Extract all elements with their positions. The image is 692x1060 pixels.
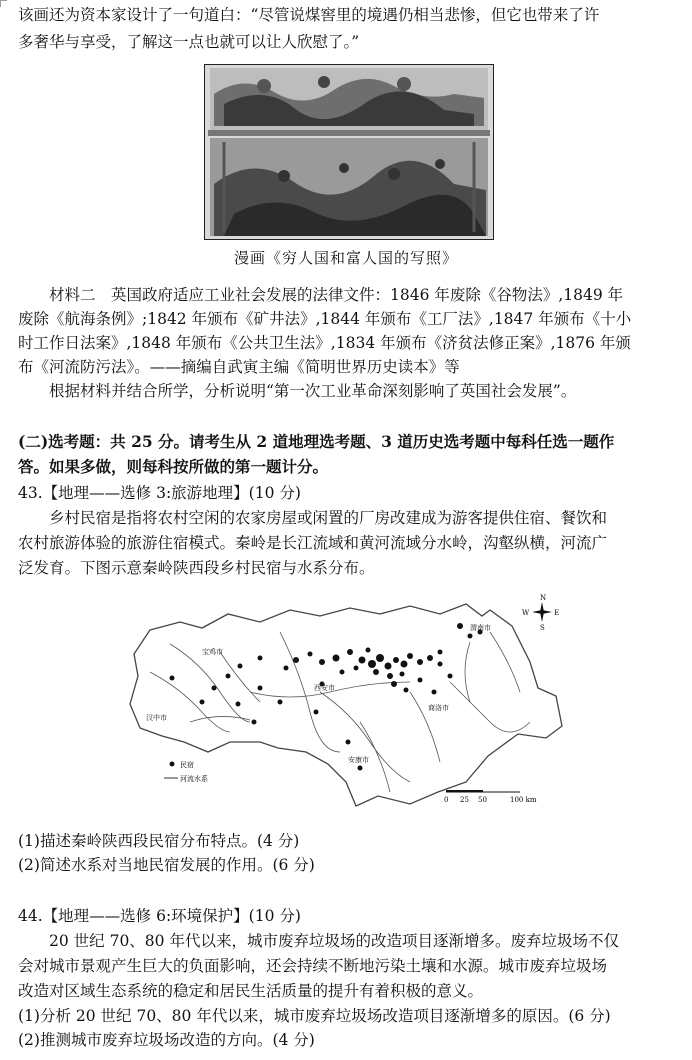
cartoon-caption: 漫画《穷人国和富人国的写照》 (233, 249, 458, 267)
city-weinan: 渭南市 (470, 624, 491, 632)
city-shangluo: 商洛市 (428, 704, 449, 712)
section-heading-line-2: 答。如果多做，则每科按所做的第一题计分。 (18, 457, 329, 476)
qinling-homestay-map (110, 592, 580, 818)
q44-para-line-2: 会对城市景观产生巨大的负面影响，还会持续不断地污染土壤和水源。城市废弃垃圾场 (18, 957, 608, 975)
q43-sub-1: (1)描述秦岭陕西段民宿分布特点。(4 分) (18, 832, 300, 850)
svg-text:100 km: 100 km (510, 796, 537, 804)
q44-para-line-1: 20 世纪 70、80 年代以来，城市废弃垃圾场的改造项目逐渐增多。废弃垃圾场不仅 (49, 932, 619, 950)
intro-line-2: 多奢华与享受，了解这一点也就可以让人欣慰了。” (18, 33, 360, 51)
q43-header: 43.【地理——选修 3:旅游地理】(10 分) (18, 484, 301, 502)
svg-text:50: 50 (478, 796, 487, 804)
page-corner-mark (0, 0, 7, 7)
material2-line-4: 布《河流防污法》。——摘编自武寅主编《简明世界历史读本》等 (18, 358, 460, 376)
q43-para-line-2: 农村旅游体验的旅游住宿模式。秦岭是长江流域和黄河流域分水岭，沟壑纵横，河流广 (18, 534, 608, 552)
city-hanzhong: 汉中市 (146, 714, 167, 722)
q43-para-line-1: 乡村民宿是指将农村空闲的农家房屋或闲置的厂房改建成为游客提供住宿、餐饮和 (49, 509, 608, 527)
intro-line-1: 该画还为资本家设计了一句道白：“尽管说煤窖里的境遇仍相当悲惨，但它也带来了许 (18, 6, 600, 24)
scale-bar (444, 790, 537, 804)
map-legend (164, 760, 208, 783)
compass-north: N (540, 594, 547, 602)
compass-east: E (554, 609, 560, 617)
material2-task: 根据材料并结合所学，分析说明“第一次工业革命深刻影响了英国社会发展”。 (49, 382, 577, 400)
compass-south: S (540, 624, 545, 632)
city-ankang: 安康市 (348, 756, 369, 764)
city-baoji: 宝鸡市 (202, 648, 223, 656)
material2-line-3: 时工作日法案》,1848 年颁布《公共卫生法》,1834 年颁布《济贫法修正案》,1876 年颁 (18, 334, 631, 352)
q44-sub-1: (1)分析 20 世纪 70、80 年代以来，城市废弃垃圾场改造项目逐渐增多的原因。(6 分) (18, 1007, 611, 1025)
q44-header: 44.【地理——选修 6:环境保护】(10 分) (18, 907, 301, 925)
q44-sub-2: (2)推测城市废弃垃圾场改造的方向。(4 分) (18, 1031, 315, 1049)
compass-rose (522, 594, 559, 632)
q43-sub-2: (2)简述水系对当地民宿发展的作用。(6 分) (18, 856, 315, 874)
q43-para-line-3: 泛发育。下图示意秦岭陕西段乡村民宿与水系分布。 (18, 559, 375, 577)
compass-west: W (522, 609, 530, 617)
svg-text:25: 25 (460, 796, 469, 804)
legend-river: 河流水系 (180, 775, 208, 783)
cartoon-image (204, 64, 494, 240)
legend-homestay: 民宿 (180, 761, 194, 769)
svg-text:0: 0 (444, 796, 449, 804)
city-xian: 西安市 (314, 684, 335, 692)
material2-line-2: 废除《航海条例》;1842 年颁布《矿井法》,1844 年颁布《工厂法》,1847 年颁布《十小 (18, 310, 632, 328)
section-heading-line-1: (二)选考题：共 25 分。请考生从 2 道地理选考题、3 道历史选考题中每科任选一题作 (18, 432, 615, 451)
material2-line-1: 材料二 英国政府适应工业社会发展的法律文件：1846 年废除《谷物法》,1849 年 (49, 286, 624, 304)
q44-para-line-3: 改造对区域生态系统的稳定和居民生活质量的提升有着积极的意义。 (18, 982, 484, 1000)
